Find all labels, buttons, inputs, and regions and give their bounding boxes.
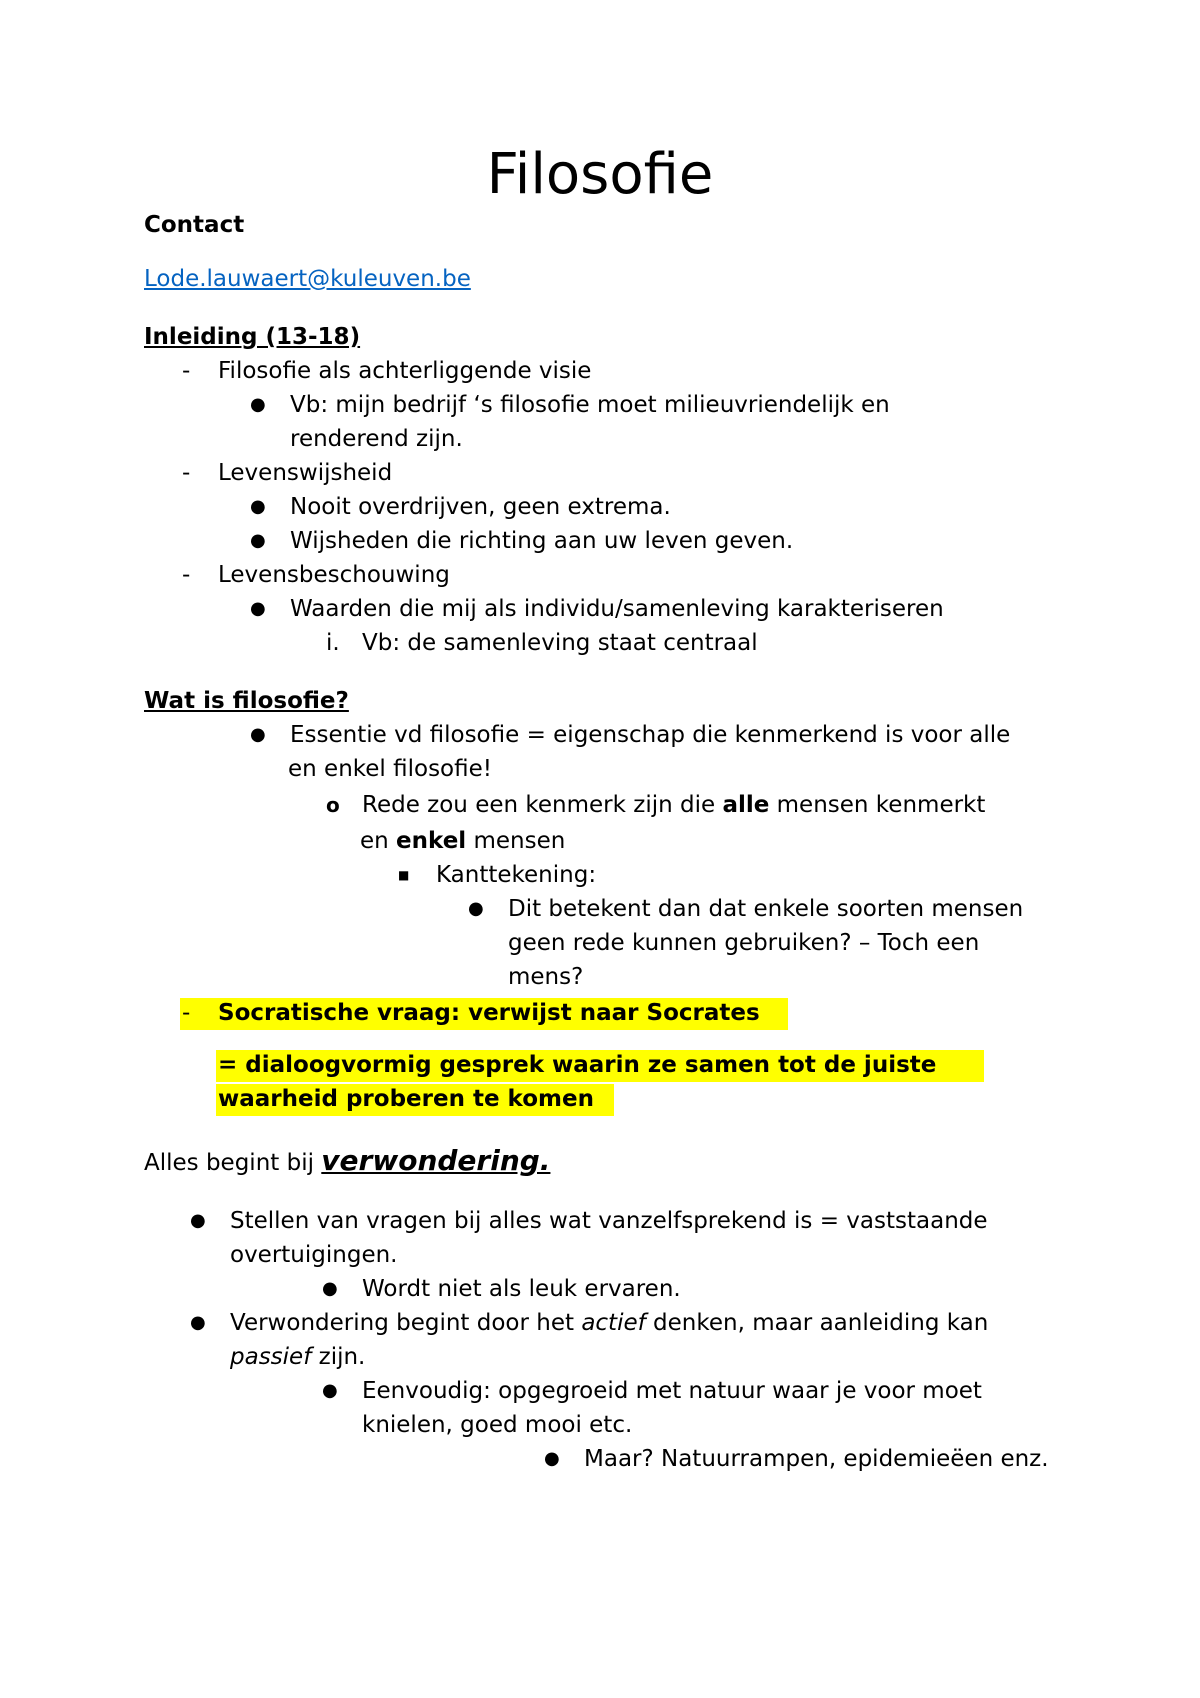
- bullet-icon: ●: [190, 1312, 206, 1333]
- list-item: Levensbeschouwing: [218, 562, 450, 588]
- roman-numeral-marker: i.: [326, 630, 340, 656]
- list-item: Maar? Natuurrampen, epidemieëen enz.: [584, 1446, 1049, 1472]
- square-bullet-icon: ■: [398, 868, 410, 882]
- bullet-icon: ●: [250, 530, 266, 551]
- list-item: Kanttekening:: [436, 862, 597, 888]
- list-item-continuation: en enkel filosofie!: [288, 756, 492, 782]
- list-item: Wordt niet als leuk ervaren.: [362, 1276, 681, 1302]
- email-link[interactable]: Lode.lauwaert@kuleuven.be: [144, 266, 471, 292]
- list-item-continuation: passief zijn.: [230, 1344, 366, 1370]
- list-item: Essentie vd filosofie = eigenschap die kenmerkend is voor alle: [290, 722, 1011, 748]
- list-item-continuation: en enkel mensen: [360, 828, 566, 854]
- list-item: Waarden die mij als individu/samenleving karakteriseren: [290, 596, 944, 622]
- page-title: Filosofie: [486, 142, 714, 207]
- list-item: Vb: de samenleving staat centraal: [362, 630, 758, 656]
- list-item: Dit betekent dan dat enkele soorten mensen: [508, 896, 1024, 922]
- bullet-icon: ●: [250, 724, 266, 745]
- dash-marker: -: [182, 562, 191, 588]
- list-item-continuation: knielen, goed mooi etc.: [362, 1412, 633, 1438]
- list-item: Levenswijsheid: [218, 460, 393, 486]
- highlighted-item: Socratische vraag: verwijst naar Socrates: [218, 1000, 760, 1026]
- list-item: Stellen van vragen bij alles wat vanzelfsprekend is = vaststaande: [230, 1208, 988, 1234]
- list-item: Wijsheden die richting aan uw leven geven.: [290, 528, 794, 554]
- list-item: Rede zou een kenmerk zijn die alle mensen kenmerkt: [362, 792, 986, 818]
- bullet-icon: ●: [468, 898, 484, 919]
- section-heading-inleiding: Inleiding (13-18): [144, 324, 361, 350]
- list-item: Filosofie als achterliggende visie: [218, 358, 592, 384]
- bullet-icon: ●: [250, 496, 266, 517]
- dash-marker: -: [182, 460, 191, 486]
- intro-line: Alles begint bij verwondering.: [144, 1144, 551, 1177]
- highlighted-definition-continuation: waarheid proberen te komen: [218, 1086, 594, 1112]
- bullet-icon: ●: [190, 1210, 206, 1231]
- list-item-continuation: renderend zijn.: [290, 426, 463, 452]
- dash-marker: -: [182, 1000, 191, 1026]
- list-item-continuation: geen rede kunnen gebruiken? – Toch een: [508, 930, 980, 956]
- list-item: Eenvoudig: opgegroeid met natuur waar je voor moet: [362, 1378, 982, 1404]
- bullet-icon: ●: [322, 1278, 338, 1299]
- bullet-icon: ●: [544, 1448, 560, 1469]
- bullet-icon: ●: [322, 1380, 338, 1401]
- bullet-icon: ●: [250, 394, 266, 415]
- list-item: Vb: mijn bedrijf ‘s filosofie moet milieuvriendelijk en: [290, 392, 890, 418]
- highlighted-definition: = dialoogvormig gesprek waarin ze samen tot de juiste: [218, 1052, 937, 1078]
- dash-marker: -: [182, 358, 191, 384]
- circle-bullet-icon: o: [326, 793, 340, 817]
- list-item-continuation: overtuigingen.: [230, 1242, 398, 1268]
- section-heading-wat-is-filosofie: Wat is filosofie?: [144, 688, 349, 714]
- bullet-icon: ●: [250, 598, 266, 619]
- list-item: Nooit overdrijven, geen extrema.: [290, 494, 671, 520]
- contact-heading: Contact: [144, 212, 245, 238]
- list-item-continuation: mens?: [508, 964, 584, 990]
- list-item: Verwondering begint door het actief denken, maar aanleiding kan: [230, 1310, 989, 1336]
